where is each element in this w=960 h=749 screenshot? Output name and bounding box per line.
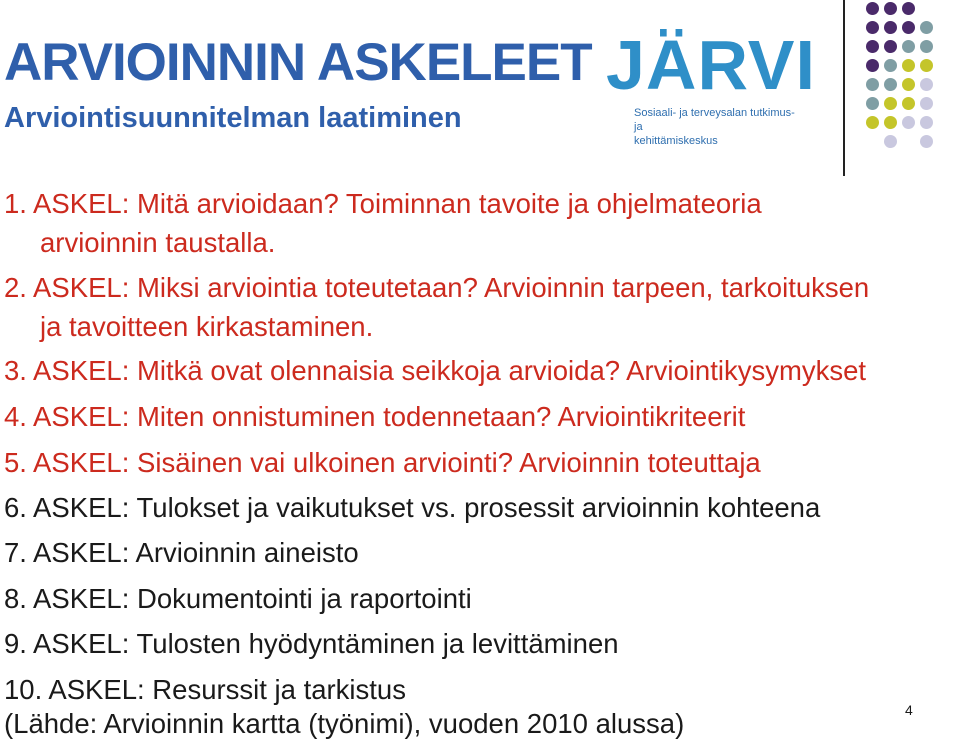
step-item bbox=[4, 274, 869, 302]
source-note: (Lähde: Arvioinnin kartta (työnimi), vuoden 2010 alussa) bbox=[4, 708, 685, 739]
decor-dot bbox=[866, 78, 879, 91]
step-heading: 8. ASKEL: Dokumentointi ja raportointi bbox=[4, 583, 472, 614]
decor-dot bbox=[884, 21, 897, 34]
step-heading: 9. ASKEL: Tulosten hyödyntäminen ja levittäminen bbox=[4, 628, 619, 659]
decor-dot bbox=[920, 40, 933, 53]
decor-dot bbox=[902, 40, 915, 53]
step-heading: 5. ASKEL: Sisäinen vai ulkoinen arviointi? bbox=[4, 447, 514, 478]
step-item bbox=[4, 676, 406, 704]
step-heading: 4. ASKEL: Miten onnistuminen todennetaan? bbox=[4, 401, 552, 432]
step-item bbox=[4, 494, 820, 522]
step-continuation bbox=[40, 313, 373, 341]
divider-line bbox=[843, 0, 845, 176]
step-item bbox=[4, 403, 745, 431]
decor-dot bbox=[920, 21, 933, 34]
decor-dot bbox=[866, 59, 879, 72]
step-item bbox=[4, 539, 359, 567]
decor-dot bbox=[884, 40, 897, 53]
step-answer: Toiminnan tavoite ja ohjelmateoria bbox=[338, 188, 762, 219]
decor-dot bbox=[902, 2, 915, 15]
jarvi-logo bbox=[606, 26, 816, 150]
step-item bbox=[4, 190, 762, 218]
decor-dot bbox=[902, 78, 915, 91]
step-heading: 6. ASKEL: Tulokset ja vaikutukset vs. prosessit arvioinnin kohteena bbox=[4, 492, 821, 523]
step-answer: Arvioinnin toteuttaja bbox=[513, 447, 761, 478]
decor-dot bbox=[902, 59, 915, 72]
decor-dot bbox=[884, 78, 897, 91]
slide-subtitle: Arviointisuunnitelman laatiminen bbox=[4, 102, 462, 134]
decorative-dot-grid bbox=[866, 2, 950, 152]
decor-dot bbox=[866, 97, 879, 110]
decor-dot bbox=[902, 116, 915, 129]
decor-dot bbox=[884, 135, 897, 148]
decor-dot bbox=[884, 97, 897, 110]
slide-title: ARVIOINNIN ASKELEET bbox=[4, 33, 592, 92]
logo-tagline bbox=[634, 106, 804, 148]
decor-dot bbox=[920, 59, 933, 72]
decor-dot bbox=[884, 2, 897, 15]
page-number: 4 bbox=[905, 702, 913, 718]
decor-dot bbox=[866, 21, 879, 34]
decor-dot bbox=[866, 40, 879, 53]
step-item bbox=[4, 357, 866, 385]
step-answer: Arviointikysymykset bbox=[620, 355, 867, 386]
step-answer-cont: ja tavoitteen kirkastaminen. bbox=[40, 311, 374, 342]
step-heading: 10. ASKEL: Resurssit ja tarkistus bbox=[4, 674, 406, 705]
decor-dot bbox=[902, 21, 915, 34]
decor-dot bbox=[884, 59, 897, 72]
step-answer: Arvioinnin tarpeen, tarkoituksen bbox=[477, 272, 870, 303]
decor-dot bbox=[920, 116, 933, 129]
decor-dot bbox=[866, 2, 879, 15]
step-continuation bbox=[40, 229, 275, 257]
step-answer: Arviointikriteerit bbox=[551, 401, 746, 432]
step-heading: 1. ASKEL: Mitä arvioidaan? bbox=[4, 188, 339, 219]
step-heading: 2. ASKEL: Miksi arviointia toteutetaan? bbox=[4, 272, 478, 303]
decor-dot bbox=[884, 116, 897, 129]
decor-dot bbox=[920, 135, 933, 148]
decor-dot bbox=[920, 97, 933, 110]
step-item bbox=[4, 449, 761, 477]
step-heading: 3. ASKEL: Mitkä ovat olennaisia seikkoja arvioida? bbox=[4, 355, 621, 386]
decor-dot bbox=[902, 97, 915, 110]
logo-tagline-line2: kehittämiskeskus bbox=[634, 135, 718, 147]
step-heading: 7. ASKEL: Arvioinnin aineisto bbox=[4, 537, 359, 568]
logo-tagline-line1: Sosiaali- ja terveysalan tutkimus- ja bbox=[634, 107, 795, 133]
decor-dot bbox=[866, 116, 879, 129]
decor-dot bbox=[920, 78, 933, 91]
step-item bbox=[4, 630, 619, 658]
step-item bbox=[4, 585, 472, 613]
logo-wordmark: JÄRVI bbox=[606, 26, 816, 104]
step-answer-cont: arvioinnin taustalla. bbox=[40, 227, 276, 258]
